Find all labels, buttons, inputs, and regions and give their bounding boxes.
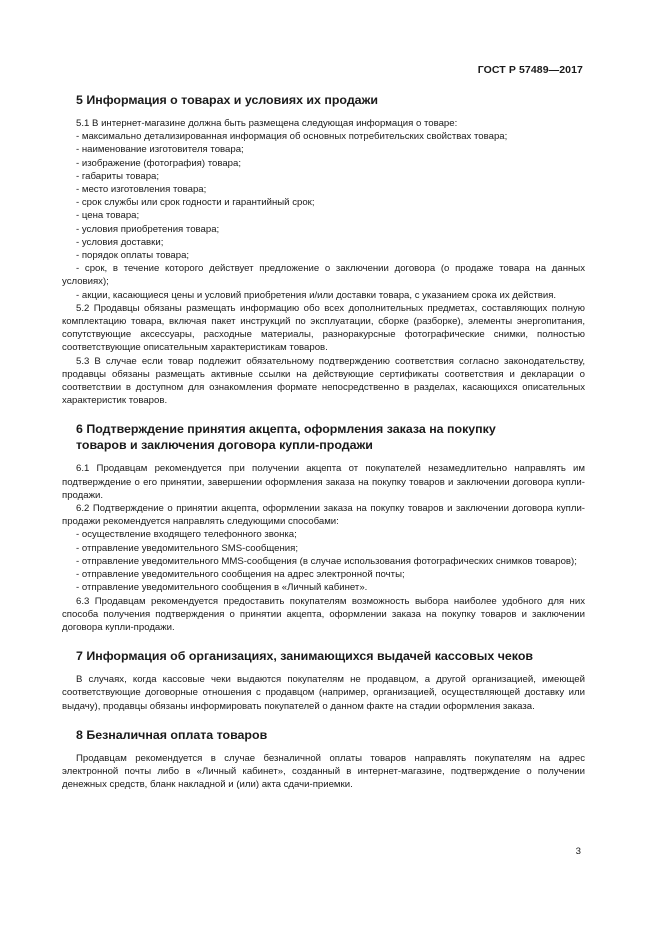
paragraph: 6.1 Продавцам рекомендуется при получении акцепта от покупателей незамедлительно направлять им подтверждение о его принятии, завершении оформления заказа на покупку товаров и заключении договора купли-продажи. xyxy=(62,463,585,501)
list-item: - отправление уведомительного SMS-сообщения; xyxy=(76,542,299,554)
list-item: - максимально детализированная информация об основных потребительских свойствах товара; xyxy=(76,131,508,143)
list-item: - цена товара; xyxy=(76,210,140,222)
section-6-heading: 6 Подтверждение принятия акцепта, оформления заказа на покупку xyxy=(76,422,496,437)
list-item: - отправление уведомительного сообщения в «Личный кабинет». xyxy=(76,582,368,594)
list-item: - условия приобретения товара; xyxy=(76,223,220,235)
paragraph: Продавцам рекомендуется в случае безналичной оплаты товаров направлять покупателям на адрес электронной почты либо в «Личный кабинет», созданный в интернет-магазине, подтверждение о получении денежных средств, бланк накладной и (или) акта сдачи-приемки. xyxy=(62,752,585,791)
document-body xyxy=(62,92,585,791)
standard-code: ГОСТ Р 57489—2017 xyxy=(477,64,583,76)
page-number: 3 xyxy=(575,846,581,857)
list-item: - порядок оплаты товара; xyxy=(76,250,190,262)
section-6-heading-line2: товаров и заключения договора купли-продажи xyxy=(76,438,373,453)
list-item: - срок, в течение которого действует предложение о заключении договора (о продаже товара на данных условиях); xyxy=(62,263,585,288)
list-item: - срок службы или срок годности и гарантийный срок; xyxy=(76,197,315,209)
paragraph: 5.1 В интернет-магазине должна быть размещена следующая информация о товаре: xyxy=(76,118,458,129)
list-item: - наименование изготовителя товара; xyxy=(76,144,244,156)
list-item: - условия доставки; xyxy=(76,236,164,248)
section-5-heading: 5 Информация о товарах и условиях их продажи xyxy=(76,93,378,107)
paragraph: 5.2 Продавцы обязаны размещать информацию обо всех дополнительных предметах, составляющих полную комплектацию товара, включая пакет инструкций по эксплуатации, сборке (разборке), элементы энергопитания, сопутствующие аксессуары, расходные материалы, разноракурсные фотографические снимки, полностью соответствующие описательным характеристикам товаров. xyxy=(62,302,585,354)
list-item: - отправление уведомительного MMS-сообщения (в случае использования фотографических снимков товаров); xyxy=(76,555,577,567)
paragraph: 5.3 В случае если товар подлежит обязательному подтверждению соответствия согласно законодательству, продавцы обязаны размещать активные ссылки на действующие сертификаты соответствия и декларации о соответствии в доступном для ознакомления формате непосредственно в разделах, касающихся описательных характеристик товаров. xyxy=(62,355,585,407)
section-7-heading: 7 Информация об организациях, занимающихся выдачей кассовых чеков xyxy=(76,649,534,664)
paragraph: В случаях, когда кассовые чеки выдаются покупателям не продавцом, а другой организацией, имеющей соответствующие договорные отношения с продавцом (например, организацией, осуществляющей доставку или выдачу), продавцы обязаны информировать покупателей о данном факте на стадии оформления заказа. xyxy=(62,674,585,712)
list-item: - акции, касающиеся цены и условий приобретения и/или доставки товара, с указанием срока их действия. xyxy=(76,289,557,301)
list-item: - габариты товара; xyxy=(76,170,160,182)
paragraph: 6.3 Продавцам рекомендуется предоставить покупателям возможность выбора наиболее удобного для них способа получения подтверждения о принятии акцепта, оформлении заказа на покупку товаров и заключении договора купли-продажи. xyxy=(62,595,585,633)
list-item: - осуществление входящего телефонного звонка; xyxy=(76,529,297,541)
paragraph: 6.2 Подтверждение о принятии акцепта, оформлении заказа на покупку товаров и заключении договора купли-продажи рекомендуется направлять следующими способами: xyxy=(62,503,585,528)
section-8-heading: 8 Безналичная оплата товаров xyxy=(76,727,268,742)
list-item: - отправление уведомительного сообщения на адрес электронной почты; xyxy=(76,569,405,581)
list-item: - изображение (фотография) товара; xyxy=(76,157,242,169)
list-item: - место изготовления товара; xyxy=(76,184,207,196)
